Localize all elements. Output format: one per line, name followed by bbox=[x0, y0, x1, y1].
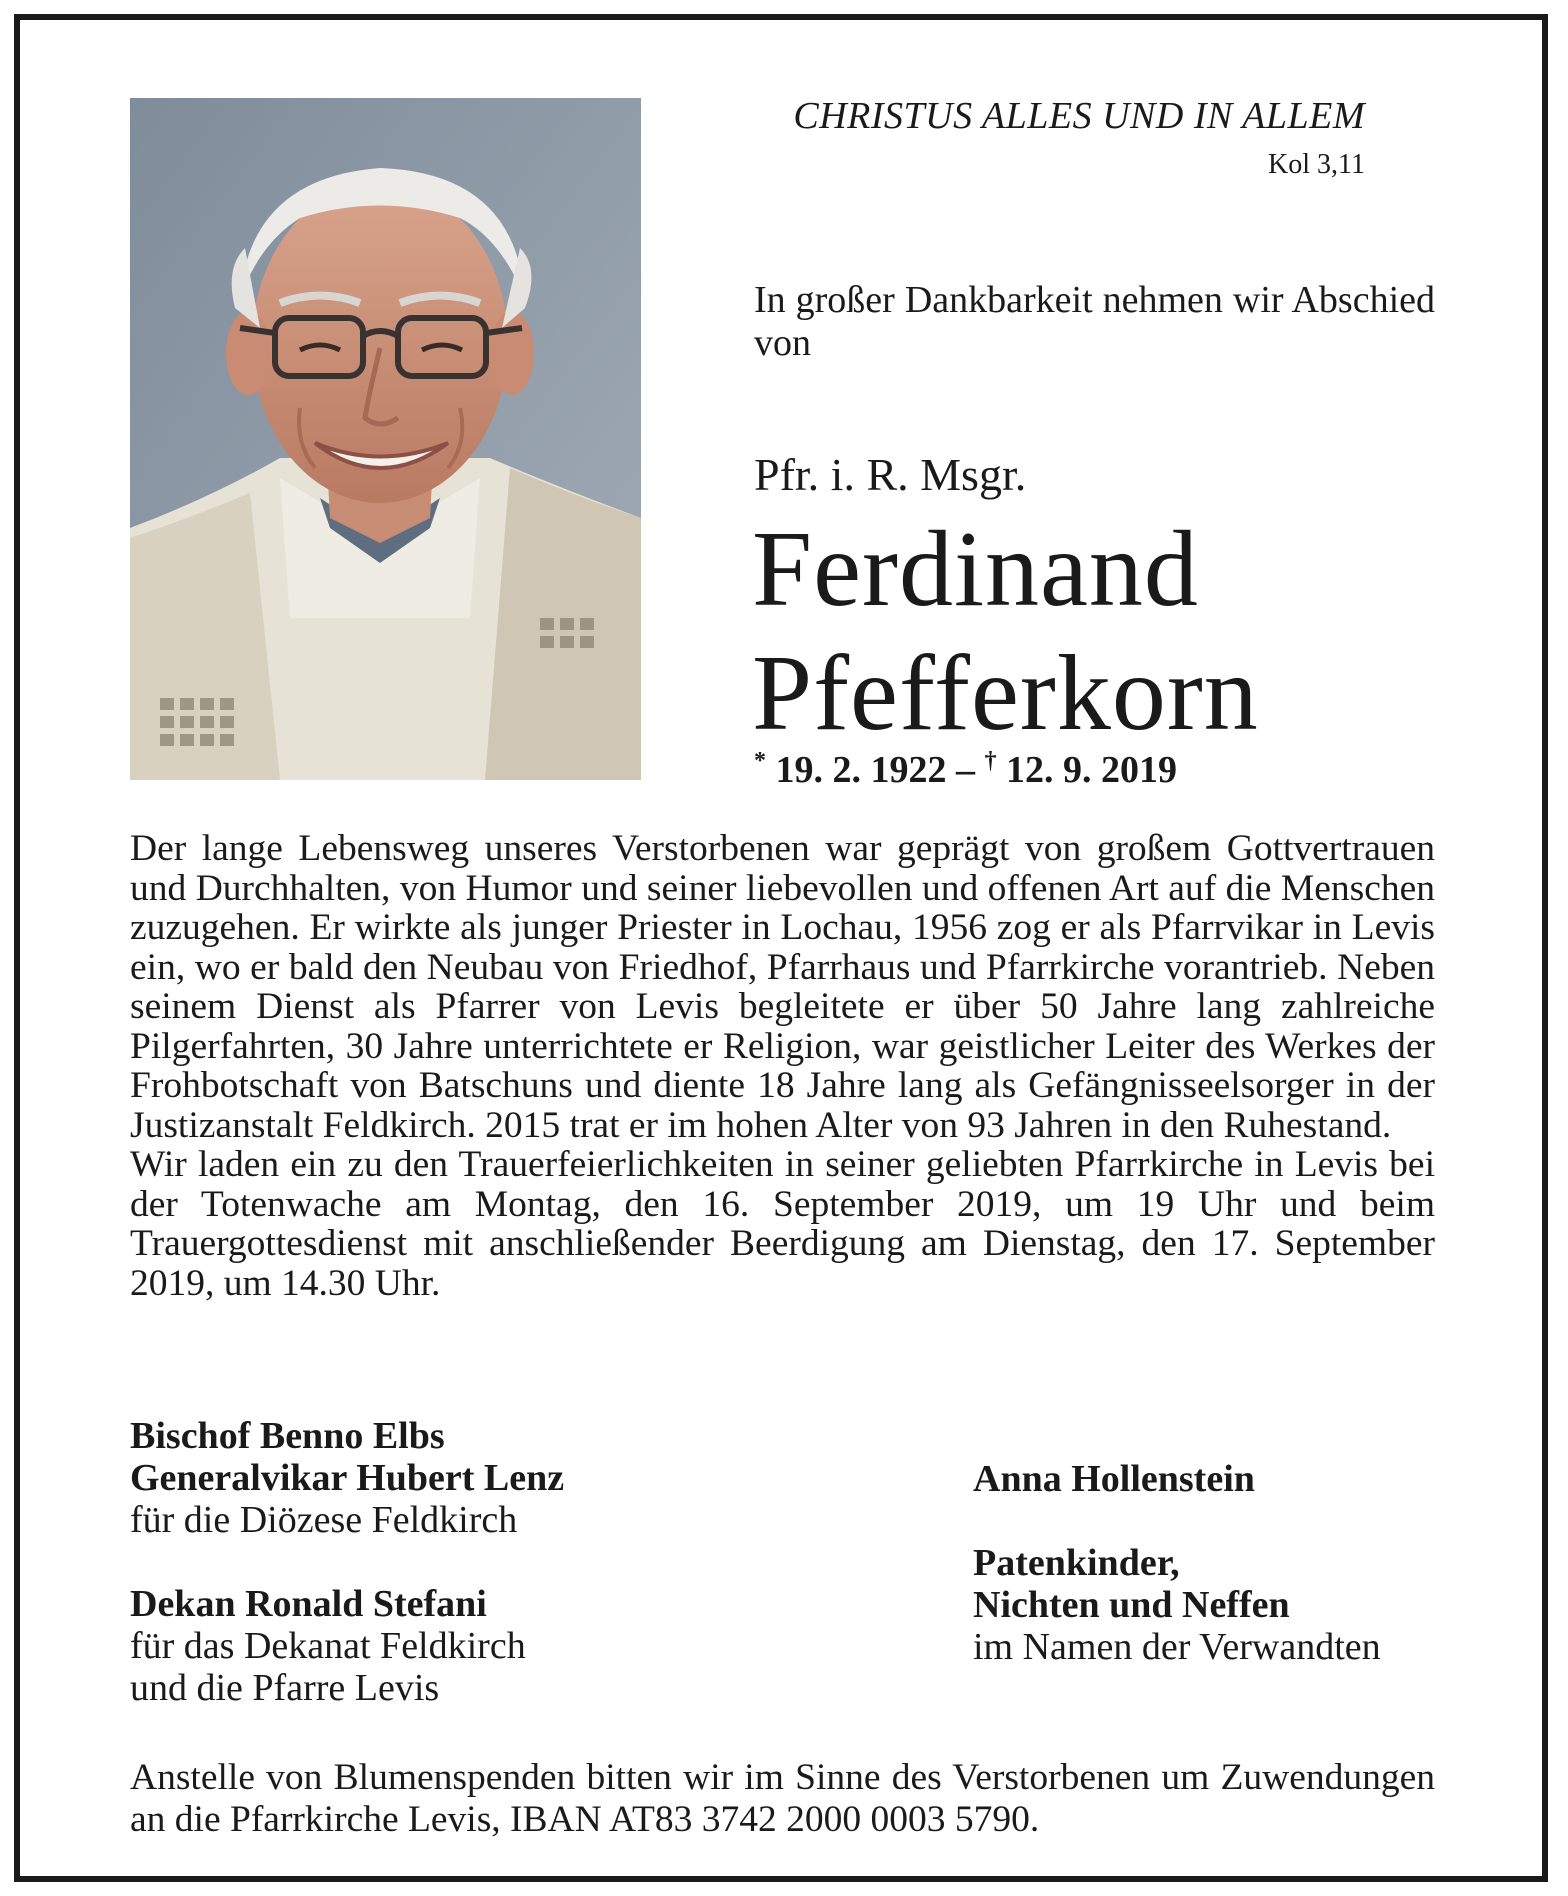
honorific-title: Pfr. i. R. Msgr. bbox=[754, 449, 1027, 500]
death-date: 12. 9. 2019 bbox=[1006, 749, 1177, 791]
signatory-family-member bbox=[973, 1458, 1453, 1500]
signatory-name: Patenkinder, bbox=[973, 1542, 1180, 1584]
biography bbox=[130, 829, 1435, 1303]
motto-reference: Kol 3,11 bbox=[1268, 149, 1365, 180]
biography-paragraph: Der lange Lebensweg unseres Verstorbenen war geprägt von großem Gottvertrauen und Durchhalten, von Humor und seiner liebevollen und offenen Art auf die Menschen zuzugehen. Er wirkte als junger Priester in Lochau, 1956 zog er als Pfarrvikar in Levis ein, wo er bald den Neubau von Friedhof, Pfarrhaus und Pfarrkirche vorantrieb. Neben seinem Dienst als Pfarrer von Levis begleitete er über 50 Jahre lang zahlreiche Pilgerfahrten, 30 Jahre unterrichtete er Religion, war geistlicher Leiter des Werkes der Frohbotschaft von Batschuns und diente 18 Jahre lang als Gefängnisseelsorger in der Justizanstalt Feldkirch. 2015 trat er im hohen Alter von 93 Jahren in den Ruhestand. bbox=[130, 828, 1435, 1146]
deceased-first-name: Ferdinand bbox=[752, 510, 1199, 629]
death-symbol: † bbox=[984, 748, 997, 774]
life-dates bbox=[754, 748, 1454, 792]
birth-symbol: * bbox=[754, 748, 766, 774]
date-separator: – bbox=[956, 749, 975, 791]
signatory-role: für das Dekanat Feldkirch bbox=[130, 1625, 526, 1667]
donation-request: Anstelle von Blumenspenden bitten wir im Sinne des Verstorbenen um Zuwendungen an die Pfarrkirche Levis, IBAN AT83 3742 2000 0003 5790. bbox=[130, 1757, 1435, 1840]
portrait-photo bbox=[130, 98, 641, 780]
signatory-name: Nichten und Neffen bbox=[973, 1584, 1290, 1626]
invitation-paragraph: Wir laden ein zu den Trauerfeierlichkeiten in seiner geliebten Pfarrkirche in Levis bei der Totenwache am Montag, den 16. September 2019, um 19 Uhr und beim Trauergottesdienst mit anschließender Beerdigung am Dienstag, den 17. September 2019, um 14.30 Uhr. bbox=[130, 1144, 1435, 1304]
signatory-name: Anna Hollenstein bbox=[973, 1458, 1255, 1500]
intro-text: In großer Dankbarkeit nehmen wir Abschied von bbox=[754, 279, 1435, 364]
signatory-name: Dekan Ronald Stefani bbox=[130, 1583, 487, 1625]
signatory-deanery bbox=[130, 1583, 750, 1709]
birth-date: 19. 2. 1922 bbox=[775, 749, 947, 791]
signatory-name: Generalvikar Hubert Lenz bbox=[130, 1457, 565, 1499]
deceased-last-name: Pfefferkorn bbox=[752, 634, 1259, 753]
signatory-role: und die Pfarre Levis bbox=[130, 1667, 440, 1709]
signatory-role: im Namen der Verwandten bbox=[973, 1626, 1381, 1668]
signatory-role: für die Diözese Feldkirch bbox=[130, 1499, 518, 1541]
signatory-relatives bbox=[973, 1542, 1453, 1668]
motto-quote: CHRISTUS ALLES UND IN ALLEM bbox=[793, 95, 1365, 137]
portrait-illustration bbox=[130, 98, 641, 780]
signatory-name: Bischof Benno Elbs bbox=[130, 1415, 445, 1457]
signatory-diocese bbox=[130, 1415, 750, 1541]
